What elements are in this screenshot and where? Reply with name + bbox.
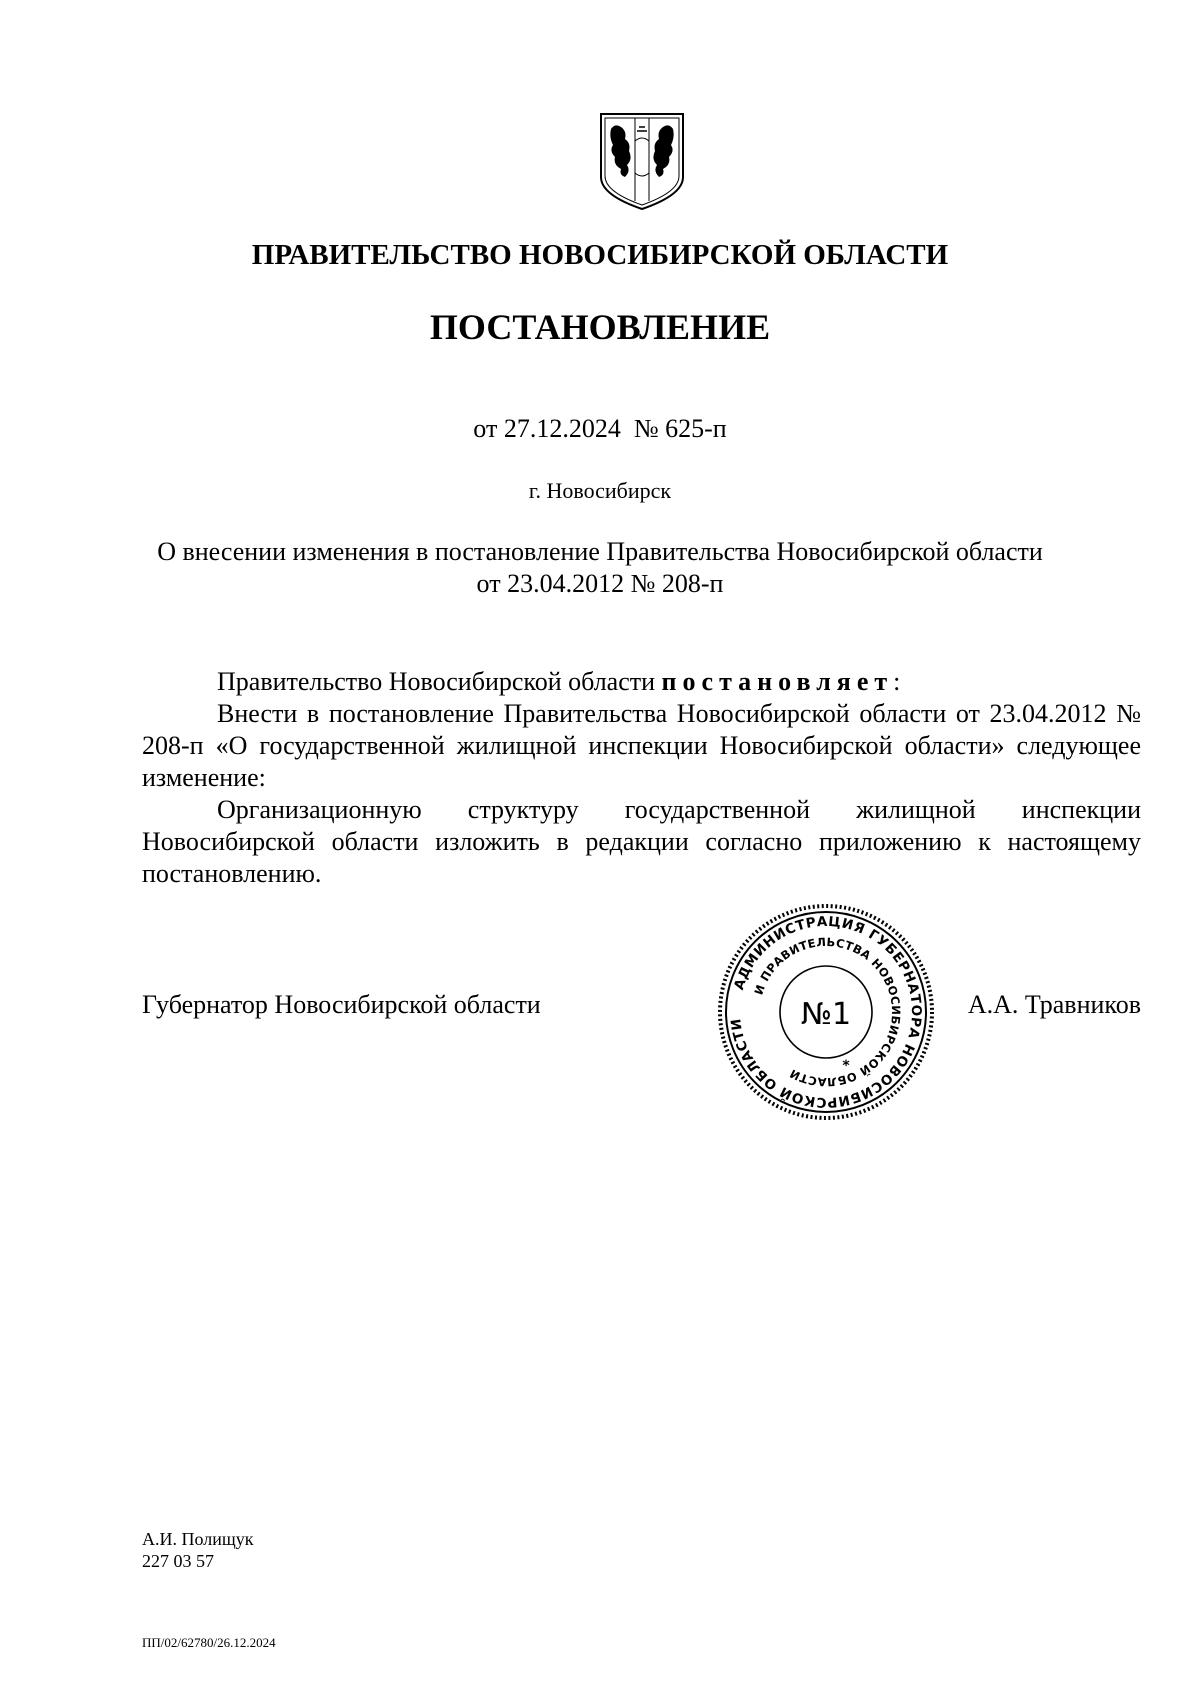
seal-star: * bbox=[842, 1058, 850, 1074]
signer-position: Губернатор Новосибирской области bbox=[142, 990, 541, 1019]
document-body bbox=[142, 666, 1141, 890]
resolution-paragraph-1: Внести в постановление Правительства Новосибирской области от 23.04.2012 № 208-п «О государственной жилищной инспекции Новосибирской области» следующее изменение: bbox=[142, 699, 1141, 792]
city: г. Новосибирск bbox=[528, 478, 672, 503]
resolution-paragraph-2: Организационную структуру государственной жилищной инспекции Новосибирской области изложить в редакции согласно приложению к настоящему постановлению. bbox=[142, 795, 1141, 888]
executor-phone: 227 03 57 bbox=[142, 1551, 214, 1571]
official-seal bbox=[716, 902, 936, 1122]
seal-inner-text: И ПРАВИТЕЛЬСТВА НОВОСИБИРСКОЙ ОБЛАСТИ bbox=[751, 934, 904, 1090]
signer-name: А.А. Травников bbox=[967, 990, 1141, 1019]
executor-block bbox=[142, 1528, 253, 1572]
preamble-colon: : bbox=[893, 667, 901, 696]
executor-name: А.И. Полищук bbox=[142, 1529, 254, 1549]
preamble-keyword: постановляет bbox=[661, 667, 894, 696]
organization-name: ПРАВИТЕЛЬСТВО НОВОСИБИРСКОЙ ОБЛАСТИ bbox=[251, 239, 949, 271]
document-code: ПП/02/62780/26.12.2024 bbox=[142, 1635, 276, 1650]
document-subject bbox=[0, 536, 1200, 600]
seal-center-number: №1 bbox=[800, 997, 852, 1032]
document-type: ПОСТАНОВЛЕНИЕ bbox=[429, 307, 771, 347]
coat-of-arms-icon bbox=[597, 111, 687, 212]
subject-line-2: от 23.04.2012 № 208-п bbox=[476, 569, 724, 598]
subject-line-1: О внесении изменения в постановление Правительства Новосибирской области bbox=[157, 537, 1043, 566]
seal-outer-text: АДМИНИСТРАЦИЯ ГУБЕРНАТОРА НОВОСИБИРСКОЙ ОБЛАСТИ bbox=[728, 913, 925, 1111]
document-date-number: от 27.12.2024 № 625-п bbox=[473, 414, 727, 443]
preamble-text: Правительство Новосибирской области bbox=[217, 667, 662, 696]
resolution-preamble bbox=[142, 666, 1141, 698]
